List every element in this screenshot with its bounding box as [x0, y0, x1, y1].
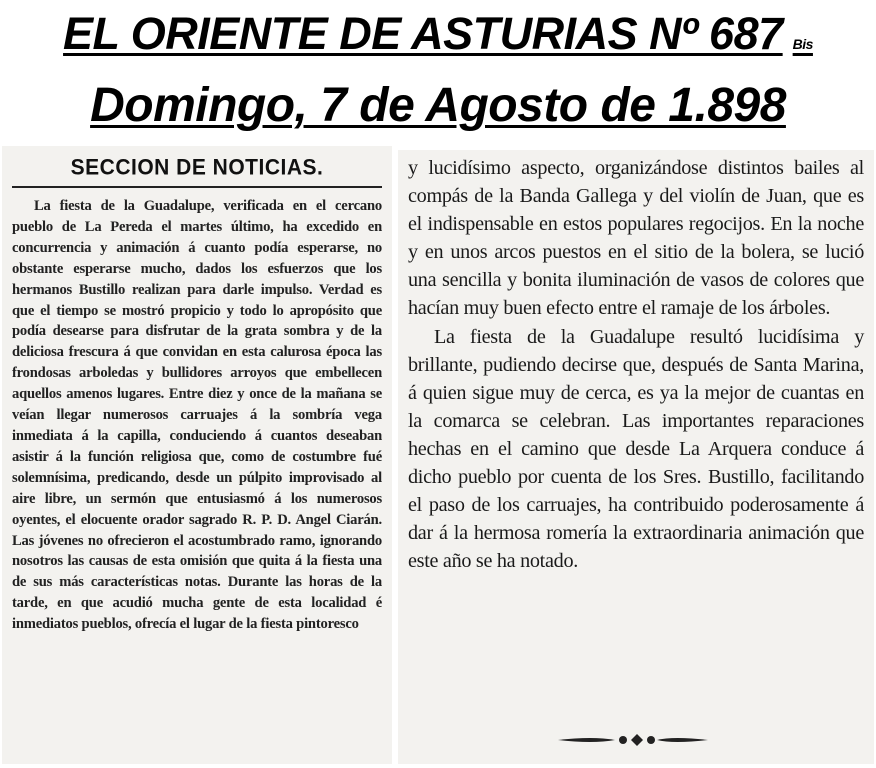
- right-column-body: [408, 154, 864, 575]
- title-suffix: Bis: [792, 36, 813, 52]
- left-column-paragraph: La fiesta de la Guadalupe, verificada en el cercano pueblo de La Pereda el martes último, ha excedido en concurrencia y animación á cuanto podía esperarse, no obstante esperarse mucho, dados los esfuerzos que los hermanos Bustillo realizan para darle impulso. Verdad es que el tiempo se mostró propicio y todo lo apropósito que podía desearse para disfrutar de la grata sombra y de la deliciosa frescura á que convidan en esta calurosa época las frondosas arboledas y bullidores arroyos que embellecen aquellos amenos lugares. Entre diez y once de la mañana se veían llegar numerosos carruajes á la sombría vega inmediata á la capilla, conduciendo á cuantos deseaban asistir á la función religiosa que, como de costumbre fué solemnísima, predicando, desde un púlpito improvisado al aire libre, un sermón que entusiasmó á los numerosos oyentes, el elocuente orador sagrado R. P. D. Angel Ciarán. Las jóvenes no ofrecieron el acostumbrado ramo, ignorando nosotros las causas de esta omisión que quita á la fiesta una de sus más características notas. Durante las horas de la tarde, en que acudió mucha gente de esta localidad é inmediatos pueblos, ofrecía el lugar de la fiesta pintoresco: [12, 198, 382, 633]
- heading-rule: [12, 186, 382, 188]
- newspaper-title: [0, 8, 876, 60]
- right-paragraph-1: y lucidísimo aspecto, organizándose distintos bailes al compás de la Banda Gallega y del violín de Juan, que es el indispensable en estos populares regocijos. En la noche y en unos arcos puestos en el sitio de la bolera, se lució una sencilla y bonita iluminación de vasos de colores que hacían muy buen efecto entre el ramaje de los árboles.: [408, 157, 864, 320]
- issue-date: Domingo, 7 de Agosto de 1.898: [90, 79, 786, 132]
- newspaper-title-text: EL ORIENTE DE ASTURIAS Nº 687: [63, 8, 783, 59]
- section-heading: SECCION DE NOTICIAS.: [70, 155, 324, 180]
- right-paragraph-2: La fiesta de la Guadalupe resultó lucidísima y brillante, pudiendo decirse que, después de Santa Marina, á quien sigue muy de cerca, es ya la mejor de cuantas en la comarca se celebran. Las importantes reparaciones hechas en el camino que desde La Arquera conduce á dicho pueblo por cuenta de los Sres. Bustillo, facilitando el paso de los carruajes, ha contribuido poderosamente á dar á la hermosa romería la extraordinaria animación que este año se ha notado.: [408, 325, 864, 573]
- ornament-divider-icon: [553, 728, 713, 752]
- left-news-column: [2, 146, 392, 764]
- page-header: [0, 0, 876, 145]
- right-news-column: [398, 150, 874, 764]
